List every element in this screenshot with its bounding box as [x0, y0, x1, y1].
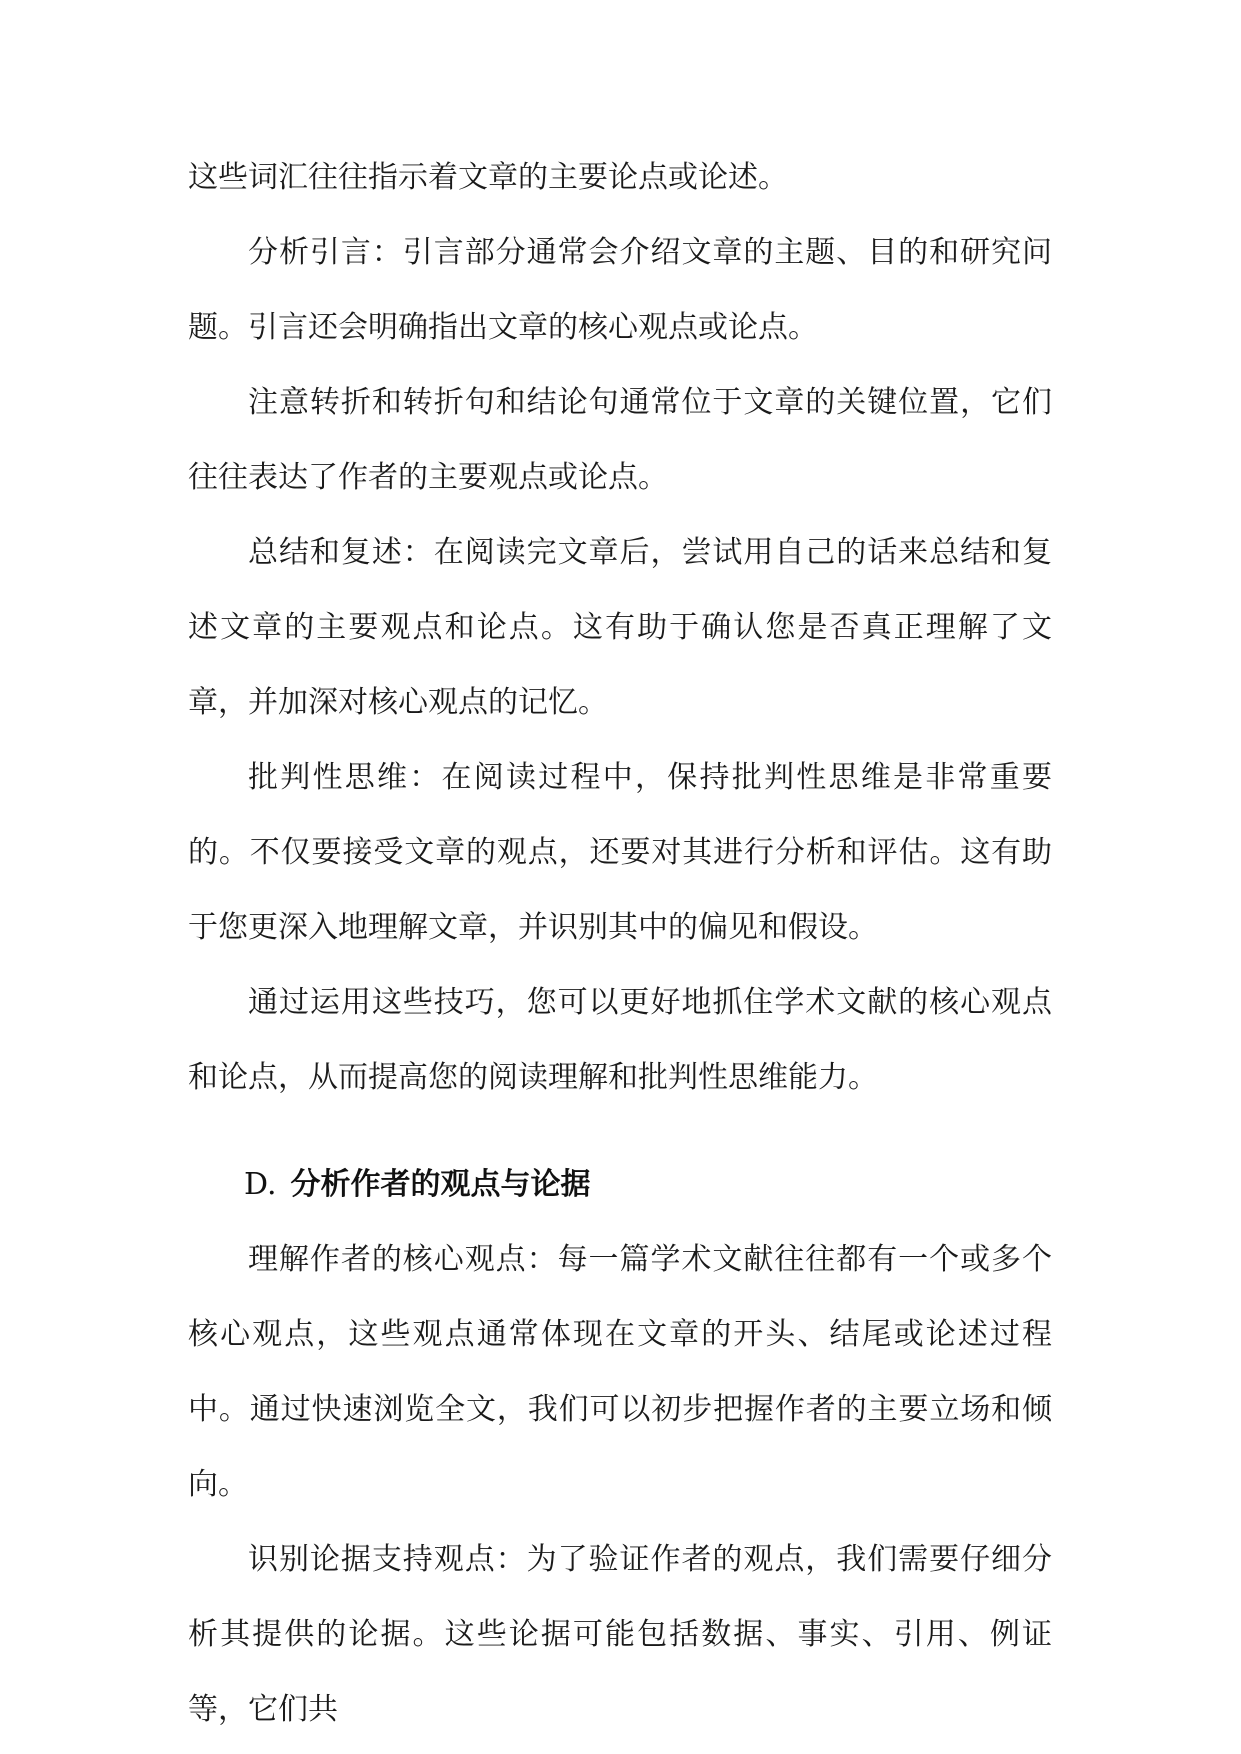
- paragraph-critical-thinking: 批判性思维：在阅读过程中，保持批判性思维是非常重要的。不仅要接受文章的观点，还要对其进行分析和评估。这有助于您更深入地理解文章，并识别其中的偏见和假设。: [188, 760, 1052, 945]
- paragraph-summarize: 总结和复述：在阅读完文章后，尝试用自己的话来总结和复述文章的主要观点和论点。这有助于确认您是否真正理解了文章，并加深对核心观点的记忆。: [188, 535, 1052, 720]
- paragraph-evidence: 识别论据支持观点：为了验证作者的观点，我们需要仔细分析其提供的论据。这些论据可能包括数据、事实、引用、例证等，它们共: [188, 1542, 1052, 1727]
- paragraph-core-viewpoint: 理解作者的核心观点：每一篇学术文献往往都有一个或多个核心观点，这些观点通常体现在文章的开头、结尾或论述过程中。通过快速浏览全文，我们可以初步把握作者的主要立场和倾向。: [188, 1242, 1052, 1502]
- section-heading: [188, 1147, 1052, 1222]
- paragraph-continuation: 这些词汇往往指示着文章的主要论点或论述。: [188, 160, 788, 195]
- section-number: D.: [244, 1167, 277, 1202]
- paragraph-conclusion: 通过运用这些技巧，您可以更好地抓住学术文献的核心观点和论点，从而提高您的阅读理解和批判性思维能力。: [188, 985, 1052, 1095]
- body-text: [188, 140, 1052, 1747]
- section-title: 分析作者的观点与论据: [290, 1167, 591, 1202]
- paragraph-transitions: 注意转折和转折句和结论句通常位于文章的关键位置，它们往往表达了作者的主要观点或论点。: [188, 385, 1052, 495]
- paragraph-analyze-introduction: 分析引言：引言部分通常会介绍文章的主题、目的和研究问题。引言还会明确指出文章的核心观点或论点。: [188, 235, 1052, 345]
